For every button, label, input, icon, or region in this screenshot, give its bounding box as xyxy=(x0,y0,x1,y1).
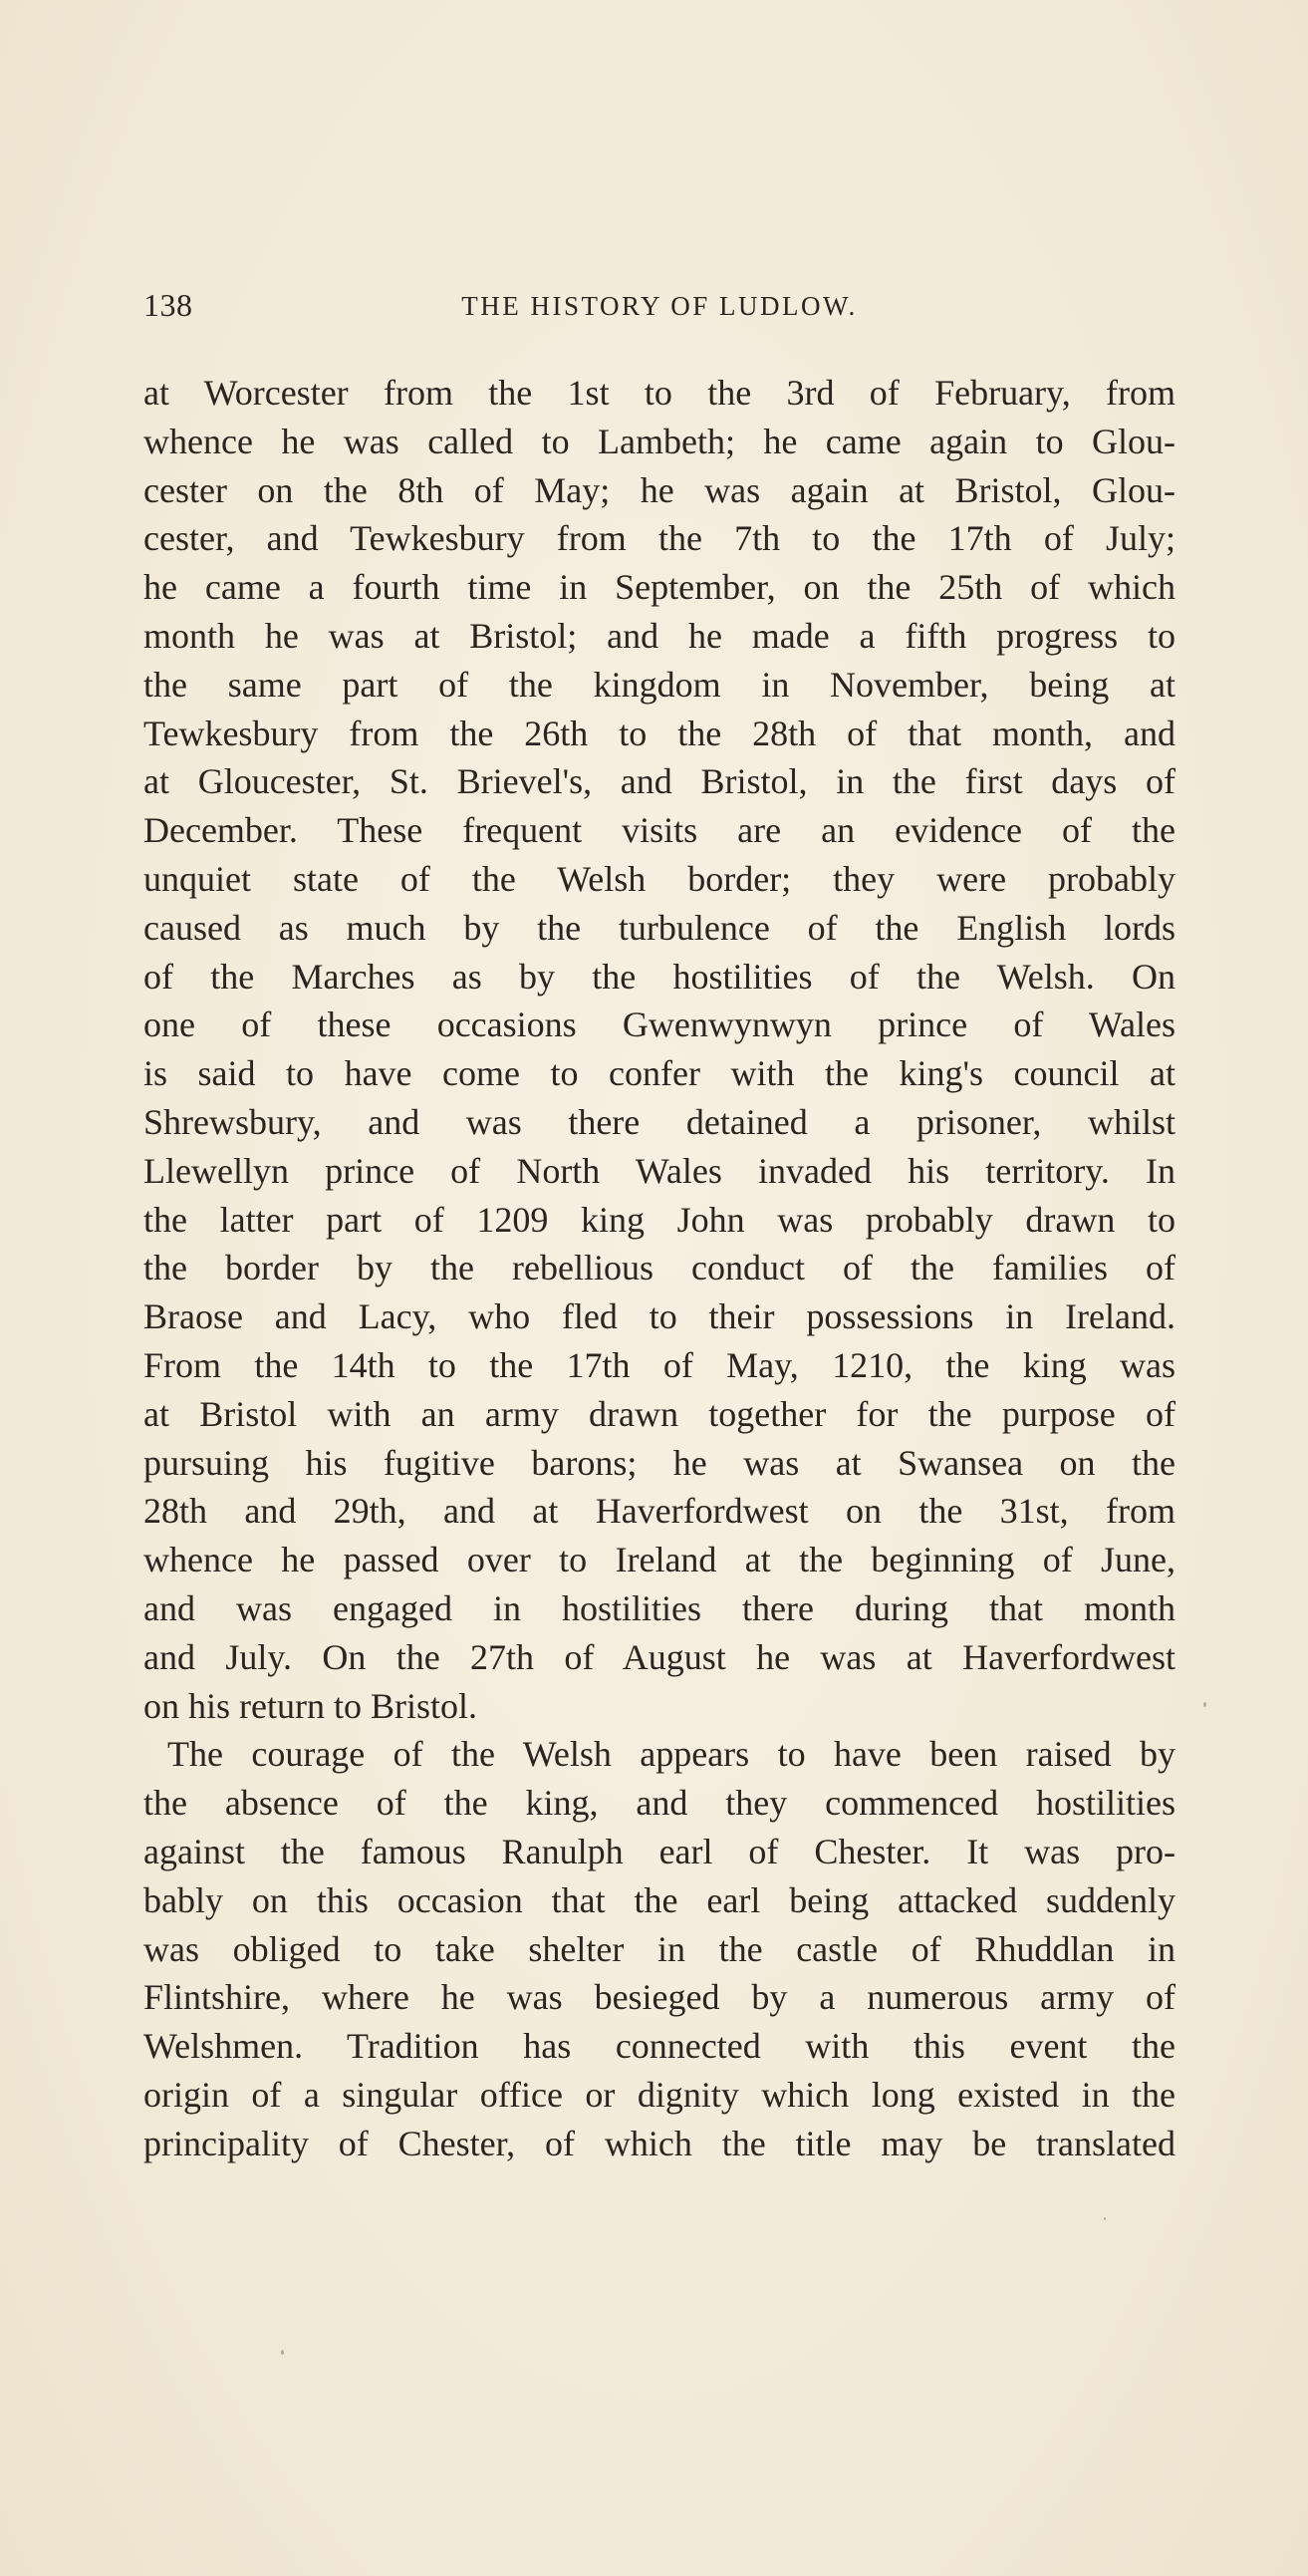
text-line: bably on this occasion that the earl being attacked suddenly xyxy=(143,1879,1176,1920)
text-line: one of these occasions Gwenwynwyn prince of Wales xyxy=(143,1004,1176,1045)
text-line: the border by the rebellious conduct of the families of xyxy=(143,1248,1176,1288)
text-line: the latter part of 1209 king John was probably drawn to xyxy=(143,1199,1176,1240)
text-line: at Worcester from the 1st to the 3rd of February, from xyxy=(143,373,1176,413)
text-line: on his return to Bristol. xyxy=(143,1685,477,1726)
text-line: at Gloucester, St. Brievel's, and Bristol, in the first days of xyxy=(143,761,1176,802)
running-title: THE HISTORY OF LUDLOW. xyxy=(461,291,858,321)
text-line: Welshmen. Tradition has connected with this event the xyxy=(143,2026,1176,2067)
text-line: he came a fourth time in September, on the 25th of which xyxy=(143,567,1176,608)
text-line: the same part of the kingdom in November, being at xyxy=(143,664,1176,705)
text-line: Tewkesbury from the 26th to the 28th of that month, and xyxy=(143,713,1176,753)
text-line: at Bristol with an army drawn together for the purpose of xyxy=(143,1393,1176,1434)
text-line: against the famous Ranulph earl of Chester. It was pro- xyxy=(143,1831,1176,1871)
text-line: 28th and 29th, and at Haverfordwest on the 31st, from xyxy=(143,1491,1176,1532)
text-line: Shrewsbury, and was there detained a prisoner, whilst xyxy=(143,1101,1176,1142)
text-line: and was engaged in hostilities there during that month xyxy=(143,1587,1176,1628)
text-line: pursuing his fugitive barons; he was at Swansea on the xyxy=(143,1442,1176,1483)
paper-speck xyxy=(1203,1702,1206,1707)
text-line: was obliged to take shelter in the castle of Rhuddlan in xyxy=(143,1928,1176,1969)
text-line: The courage of the Welsh appears to have been raised by xyxy=(167,1734,1176,1775)
text-line: Braose and Lacy, who fled to their possessions in Ireland. xyxy=(143,1296,1176,1337)
page-number: 138 xyxy=(143,287,193,323)
text-line: origin of a singular office or dignity which long existed in the xyxy=(143,2074,1176,2115)
text-line: principality of Chester, of which the title may be translated xyxy=(143,2123,1176,2163)
text-line: of the Marches as by the hostilities of the Welsh. On xyxy=(143,956,1176,997)
text-line: cester, and Tewkesbury from the 7th to the 17th of July; xyxy=(143,518,1176,559)
text-line: and July. On the 27th of August he was at Haverfordwest xyxy=(143,1636,1176,1677)
text-line: the absence of the king, and they commenced hostilities xyxy=(143,1783,1176,1824)
text-line: From the 14th to the 17th of May, 1210, the king was xyxy=(143,1344,1176,1385)
text-line: whence he passed over to Ireland at the beginning of June, xyxy=(143,1540,1176,1580)
text-line: caused as much by the turbulence of the English lords xyxy=(143,907,1176,948)
text-line: Llewellyn prince of North Wales invaded his territory. In xyxy=(143,1150,1176,1191)
paper-speck xyxy=(281,2350,284,2355)
text-line: unquiet state of the Welsh border; they were probably xyxy=(143,858,1176,899)
text-line: whence he was called to Lambeth; he came again to Glou- xyxy=(143,421,1176,461)
text-line: Flintshire, where he was besieged by a numerous army of xyxy=(143,1977,1176,2018)
text-line: month he was at Bristol; and he made a fifth progress to xyxy=(143,615,1176,656)
running-head xyxy=(143,287,1176,327)
text-line: is said to have come to confer with the king's council at xyxy=(143,1053,1176,1094)
text-line: cester on the 8th of May; he was again at Bristol, Glou- xyxy=(143,469,1176,510)
body-text xyxy=(143,369,1176,2167)
text-line: December. These frequent visits are an evidence of the xyxy=(143,810,1176,851)
paper-speck xyxy=(1104,2217,1106,2220)
